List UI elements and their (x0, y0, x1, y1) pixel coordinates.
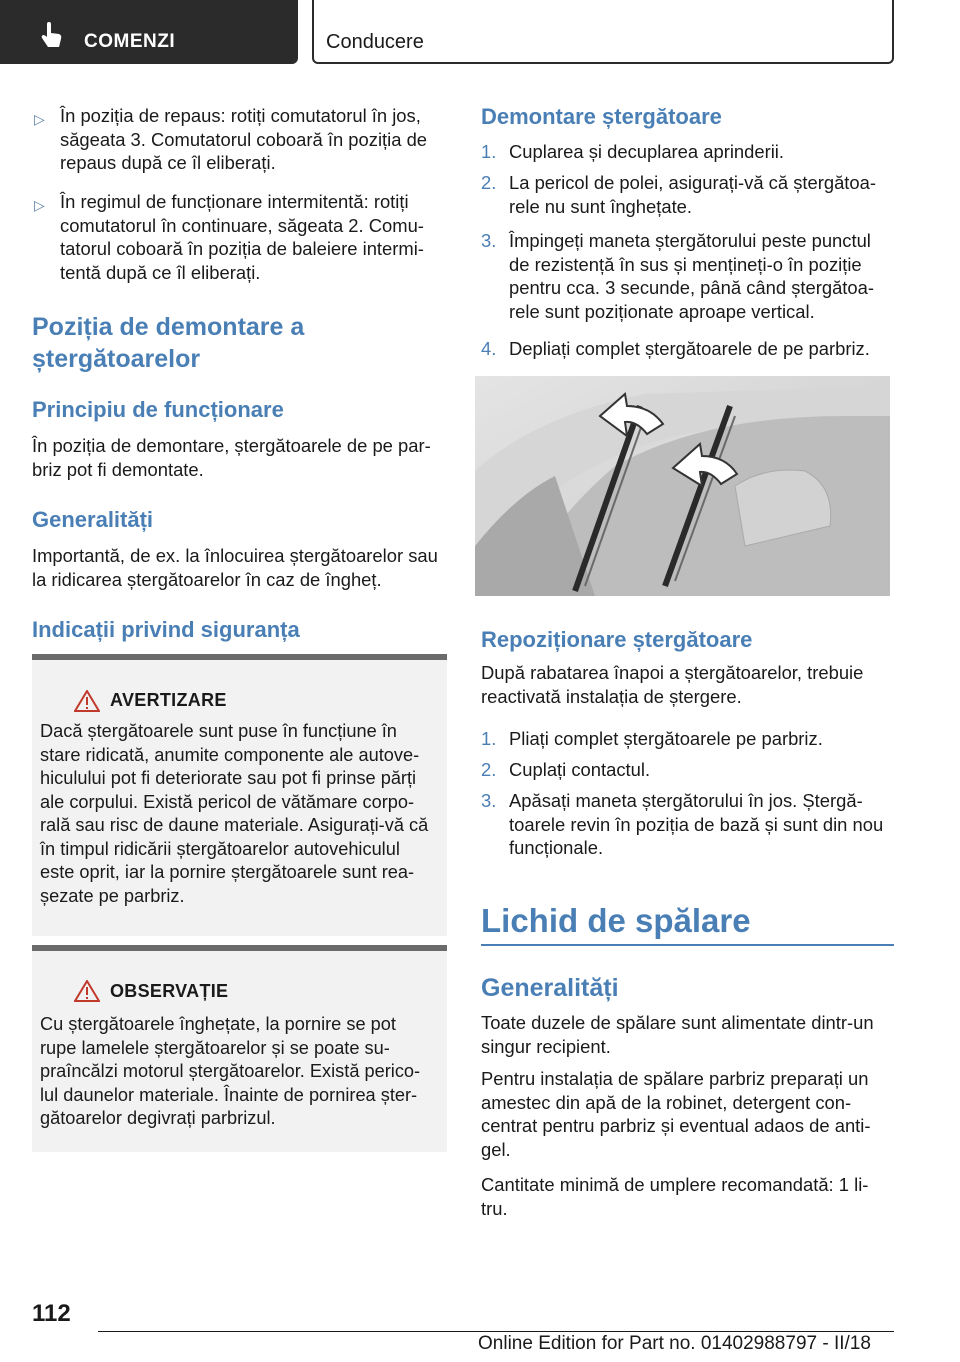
bullet-line: tentă după ce îl eliberați. (60, 261, 261, 283)
notice-title: OBSERVAȚIE (110, 981, 229, 1001)
generalitati-2-p1: Toate duzele de spălare sunt alimentate dintr-un singur recipient. (481, 1012, 874, 1057)
heading-repozitionare: Repoziționare ștergătoare (481, 627, 753, 652)
footer-edition: Online Edition for Part no. 01402988797 - II/18 (478, 1333, 871, 1354)
header-subsection-title: Conducere (326, 31, 424, 53)
page-number: 112 (32, 1300, 71, 1327)
generalitati-2-p2: Pentru instalația de spălare parbriz preparați un amestec din apă de la robinet, detergent con- centrat pentru parbriz și eventual adaos de anti- gel. (481, 1068, 871, 1160)
footer-divider (98, 1331, 894, 1332)
header-subsection-tab (312, 0, 894, 64)
bullet-line: tatorul coboară în poziția de baleiere intermi- (60, 238, 424, 259)
generalitati-text: Importantă, de ex. la înlocuirea ștergătoarelor sau la ridicarea ștergătoarelor în caz de îngheț. (32, 545, 438, 590)
heading-demontare: Poziția de demontare a ștergătoarelor (32, 313, 305, 373)
warning-triangle-icon (74, 980, 100, 1002)
principiu-text: În poziția de demontare, ștergătoarele de pe par- briz pot fi demontate. (32, 435, 431, 480)
triangle-bullet-icon: ▷ (34, 197, 45, 213)
bullet-line: repaus după ce îl eliberați. (60, 152, 276, 173)
wiper-illustration (475, 376, 890, 596)
warning-text: Dacă ștergătoarele sunt puse în funcțiune în stare ridicată, anumite componente ale autove- hiculului pot fi deteriorate sau pot fi prinse părți ale corpului. Există pericol de vătămare corpo- rală sau risc de daune materiale. Asigurați-vă că în timpul ridicării ștergătoarelor autovehiculul este oprit, iar la pornire ștergătoarele sunt rea- șezate pe parbriz. (40, 721, 429, 906)
bullet-line: În regimul de funcționare intermitentă: rotiți (60, 191, 409, 212)
warning-box (32, 654, 447, 936)
heading-lichid: Lichid de spălare (481, 902, 751, 939)
heading-generalitati: Generalități (32, 507, 154, 532)
triangle-bullet-icon: ▷ (34, 111, 45, 127)
pointing-hand-icon (40, 22, 64, 48)
warning-triangle-icon (74, 690, 100, 712)
warning-title: AVERTIZARE (110, 690, 227, 710)
bullet-line: săgeata 3. Comutatorul coboară în poziția de (60, 128, 428, 150)
heading-principiu: Principiu de funcționare (32, 397, 284, 422)
repozitionare-text: După rabatarea înapoi a ștergătoarelor, trebuie reactivată instalația de ștergere. (481, 662, 864, 707)
heading-indicatii: Indicații privind siguranța (32, 617, 300, 642)
notice-text: Cu ștergătoarele înghețate, la pornire se pot rupe lamelele ștergătoarelor și se poate su- praîncălzi motorul ștergătoarelor. Există perico- lul daunelor materiale. Înainte de pornirea șter- gătoarelor degivrați parbrizul. (40, 1014, 421, 1128)
heading-underline (481, 944, 894, 946)
generalitati-2-p3: Cantitate minimă de umplere recomandată: 1 li- tru. (481, 1174, 869, 1219)
header-section-title: COMENZI (84, 31, 176, 52)
heading-generalitati-2: Generalități (481, 974, 619, 1002)
notice-box (32, 945, 447, 1152)
header-section-tab (0, 0, 298, 64)
bullet-line: În poziția de repaus: rotiți comutatorul în jos, (60, 105, 421, 126)
heading-demontare-stergatoare: Demontare ștergătoare (481, 104, 722, 129)
bullet-line: comutatorul în continuare, săgeata 2. Comu- (60, 214, 424, 236)
